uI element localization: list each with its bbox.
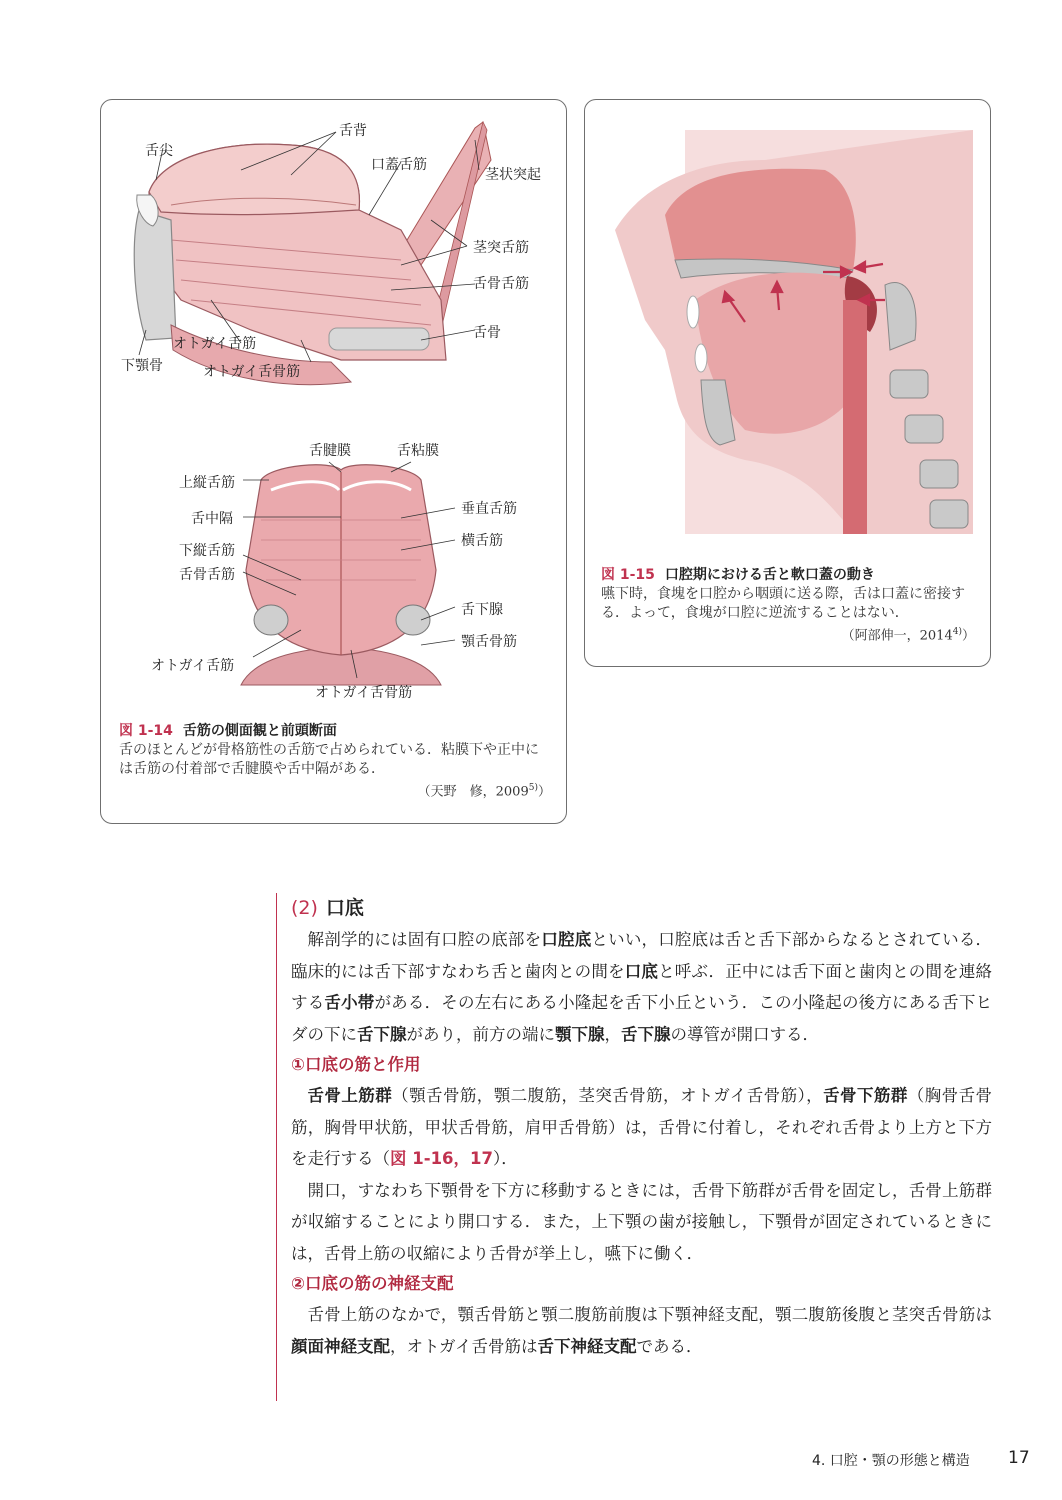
label-palatoglossus: 口蓋舌筋 — [371, 157, 427, 173]
paragraph-3: 開口，すなわち下顎骨を下方に移動するときには，舌骨下筋群が舌骨を固定し，舌骨上筋群が収縮することにより開口する．また，上下顎の歯が接触し，下顎骨が固定されているときには，舌骨上筋の収縮により舌骨が挙上し，嚥下に働く． — [291, 1180, 993, 1263]
label-tip: 舌尖 — [145, 143, 173, 159]
figure-reference-link[interactable]: 図 1-16，17 — [390, 1149, 493, 1168]
page-number: 17 — [1008, 1448, 1030, 1468]
label-mylohyoid: 顎舌骨筋 — [461, 634, 517, 650]
label-hyoid: 舌骨 — [473, 325, 501, 341]
caption-number: 図 1-15 — [601, 567, 655, 583]
label-dorsum: 舌背 — [339, 123, 367, 139]
label-sup-long: 上縦舌筋 — [179, 475, 235, 491]
label-front-genioglossus: オトガイ舌筋 — [151, 658, 235, 674]
subheading-innervation: ②口底の筋の神経支配 — [291, 1274, 454, 1293]
label-genioglossus: オトガイ舌筋 — [173, 336, 257, 352]
paragraph-4: 舌骨上筋のなかで，顎舌骨筋と顎二腹筋前腹は下顎神経支配，顎二腹筋後腹と茎突舌骨筋は顔面神経支配，オトガイ舌骨筋は舌下神経支配である． — [291, 1305, 992, 1356]
label-styloglossus: 茎突舌筋 — [473, 240, 529, 256]
caption-body: 舌のほとんどが骨格筋性の舌筋で占められている．粘膜下や正中には舌筋の付着部で舌腱膜や舌中隔がある． — [119, 742, 539, 777]
subheading-muscles: ①口底の筋と作用 — [291, 1055, 421, 1074]
caption-title: 舌筋の側面観と前頭断面 — [182, 723, 337, 739]
label-hyoglossus: 舌骨舌筋 — [473, 276, 529, 292]
section-oral-floor — [276, 893, 992, 1401]
chapter-footer: 4. 口腔・顎の形態と構造 — [812, 1453, 970, 1469]
label-geniohyoid: オトガイ舌骨筋 — [203, 364, 301, 380]
label-mucosa: 舌粘膜 — [397, 443, 439, 459]
label-mandible: 下顎骨 — [121, 358, 163, 374]
label-septum: 舌中隔 — [191, 511, 233, 527]
label-front-hyoglossus: 舌骨舌筋 — [179, 567, 235, 583]
label-front-geniohyoid: オトガイ舌骨筋 — [315, 685, 413, 701]
label-vertical: 垂直舌筋 — [461, 501, 517, 517]
label-styloid: 茎状突起 — [485, 167, 541, 183]
caption-citation: （阿部伸一，2014$^{4)}$） — [841, 627, 975, 644]
label-inf-long: 下縦舌筋 — [179, 543, 235, 559]
swallowing-illustration — [585, 100, 992, 540]
figure-1-14 — [100, 99, 567, 824]
paragraph-1: 解剖学的には固有口腔の底部を口腔底といい，口腔底は舌と舌下部からなるとされている．臨床的には舌下部すなわち舌と歯肉との間を口底と呼ぶ．正中には舌下面と歯肉との間を連絡する舌小帯がある．その左右にある小隆起を舌下小丘という．この小隆起の後方にある舌下ヒダの下に舌下腺があり，前方の端に顎下腺，舌下腺の導管が開口する． — [291, 930, 993, 1044]
label-transverse: 横舌筋 — [461, 533, 503, 549]
caption-body: 嚥下時，食塊を口腔から咽頭に送る際，舌は口蓋に密接する．よって，食塊が口腔に逆流することはない． — [601, 586, 965, 621]
figure-1-15-caption — [601, 566, 975, 645]
label-sublingual-gland: 舌下腺 — [461, 602, 503, 618]
figure-1-14-caption — [119, 722, 551, 801]
paragraph-2: 舌骨上筋群（顎舌骨筋，顎二腹筋，茎突舌骨筋，オトガイ舌骨筋），舌骨下筋群（胸骨舌骨筋，胸骨甲状筋，甲状舌骨筋，肩甲舌骨筋）は，舌骨に付着し，それぞれ舌骨より上方と下方を走行する（図 1-16，17）． — [291, 1086, 993, 1168]
section-heading: (2) 口底 — [291, 897, 364, 919]
label-aponeurosis: 舌腱膜 — [309, 443, 351, 459]
caption-number: 図 1-14 — [119, 723, 173, 739]
caption-title: 口腔期における舌と軟口蓋の動き — [664, 567, 875, 583]
caption-citation: （天野 修，2009$^{5)}$） — [417, 783, 551, 800]
figure-1-15 — [584, 99, 991, 667]
